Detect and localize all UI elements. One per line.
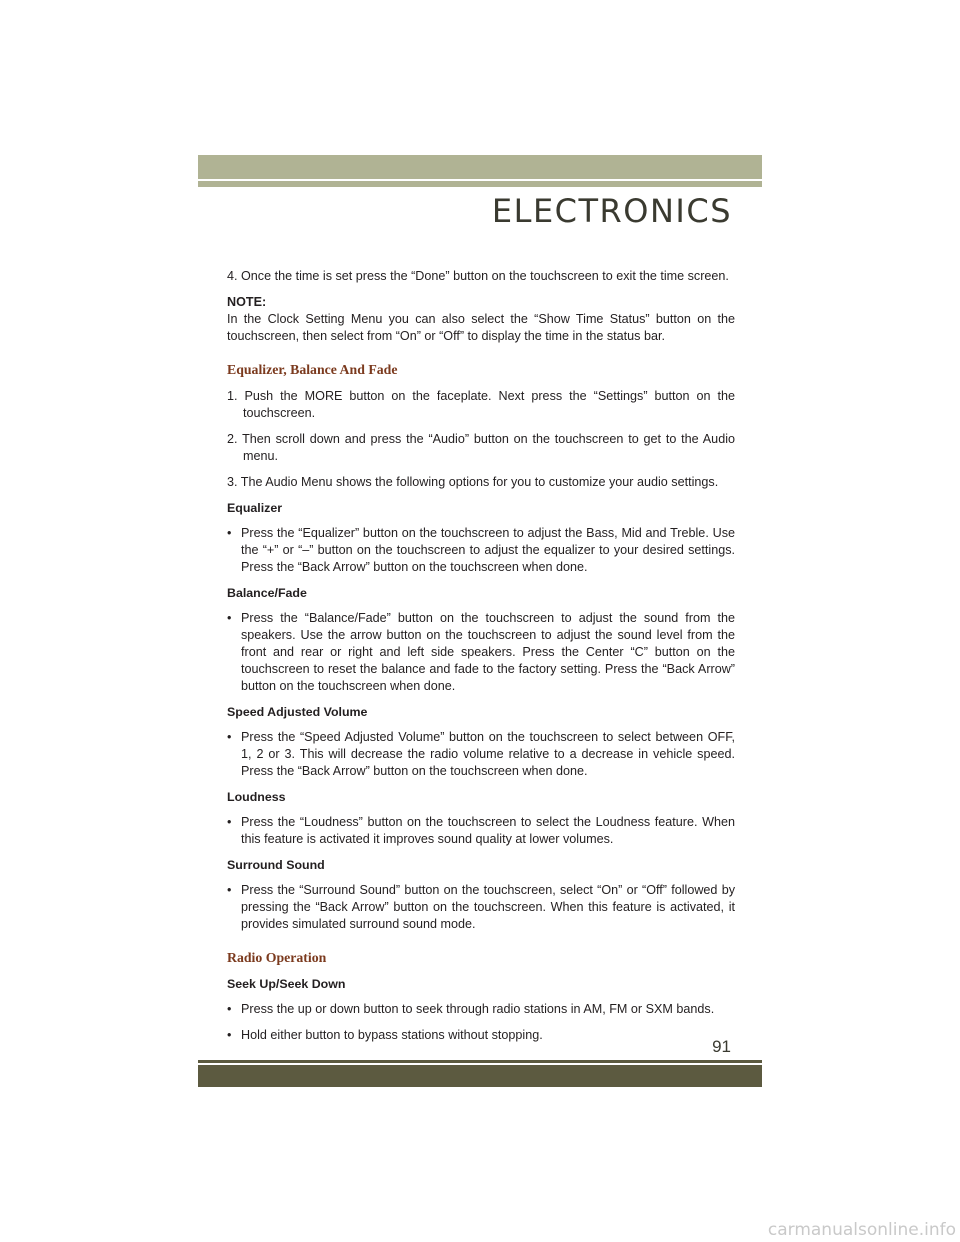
eq-step-2: 2. Then scroll down and press the “Audio” button on the touchscreen to get to the Audio menu. <box>227 432 735 463</box>
loudness-text: Press the “Loudness” button on the touchscreen to select the Loudness feature. When this feature is activated it improves sound quality at lower volumes. <box>241 815 735 846</box>
page-number: 91 <box>712 1037 731 1056</box>
note-label: NOTE: <box>227 295 267 309</box>
header-bar <box>198 155 762 179</box>
eq-step-3: 3. The Audio Menu shows the following options for you to customize your audio settings. <box>227 475 719 489</box>
section-title: ELECTRONICS <box>491 192 732 230</box>
header-divider <box>198 181 762 187</box>
bullet-mark: • <box>227 1028 232 1042</box>
bullet-mark: • <box>227 883 232 897</box>
watermark: carmanualsonline.info <box>767 1220 956 1240</box>
balance-fade-label: Balance/Fade <box>227 586 307 600</box>
note-text: In the Clock Setting Menu you can also select the “Show Time Status” button on the touchscreen, then select from “On” or “Off” to display the time in the status bar. <box>227 312 735 343</box>
equalizer-label: Equalizer <box>227 501 283 515</box>
seek-bullet-1 <box>227 1001 735 1018</box>
seek-bullet-2 <box>227 1027 735 1044</box>
seek-text-1: Press the up or down button to seek through radio stations in AM, FM or SXM bands. <box>241 1002 715 1016</box>
bullet-mark: • <box>227 526 232 540</box>
seek-label: Seek Up/Seek Down <box>227 977 346 991</box>
surround-sound-text: Press the “Surround Sound” button on the touchscreen, select “On” or “Off” followed by pressing the “Back Arrow” button on the touchscreen. When this feature is activated, it provides simulated surround sound mode. <box>241 883 735 931</box>
bullet-mark: • <box>227 815 232 829</box>
balance-fade-bullet <box>227 610 735 695</box>
equalizer-text: Press the “Equalizer” button on the touchscreen to adjust the Bass, Mid and Treble. Use the “+” or “–” button on the touchscreen to adjust the equalizer to your desired settings. Press the “Back Arrow” button on the touchscreen when done. <box>241 526 735 574</box>
radio-operation-heading: Radio Operation <box>227 950 327 965</box>
loudness-label: Loudness <box>227 790 286 804</box>
equalizer-bullet <box>227 525 735 576</box>
speed-adjusted-volume-bullet <box>227 729 735 780</box>
bullet-mark: • <box>227 611 232 625</box>
surround-sound-label: Surround Sound <box>227 858 325 872</box>
bullet-mark: • <box>227 730 232 744</box>
balance-fade-text: Press the “Balance/Fade” button on the touchscreen to adjust the sound from the speakers. Use the arrow button on the touchscreen to adjust the sound level from the front and rear or right and left side speakers. Press the Center “C” button on the touchscreen to reset the balance and fade to the factory setting. Press the “Back Arrow” button on the touchscreen when done. <box>241 611 735 693</box>
eq-step-1: 1. Push the MORE button on the faceplate. Next press the “Settings” button on the touchscreen. <box>227 389 735 420</box>
note <box>227 294 735 345</box>
footer-divider <box>198 1060 762 1063</box>
step-4: 4. Once the time is set press the “Done” button on the touchscreen to exit the time screen. <box>227 269 729 283</box>
surround-sound-bullet <box>227 882 735 933</box>
equalizer-heading: Equalizer, Balance And Fade <box>227 362 398 377</box>
speed-adjusted-volume-text: Press the “Speed Adjusted Volume” button on the touchscreen to select between OFF, 1, 2 or 3. This will decrease the radio volume relative to a decrease in vehicle speed. Press the “Back Arrow” button on the touchscreen when done. <box>241 730 735 778</box>
speed-adjusted-volume-label: Speed Adjusted Volume <box>227 705 368 719</box>
seek-text-2: Hold either button to bypass stations without stopping. <box>241 1028 543 1042</box>
loudness-bullet <box>227 814 735 848</box>
bullet-mark: • <box>227 1002 232 1016</box>
page-content <box>227 268 735 1053</box>
footer-bar <box>198 1065 762 1087</box>
